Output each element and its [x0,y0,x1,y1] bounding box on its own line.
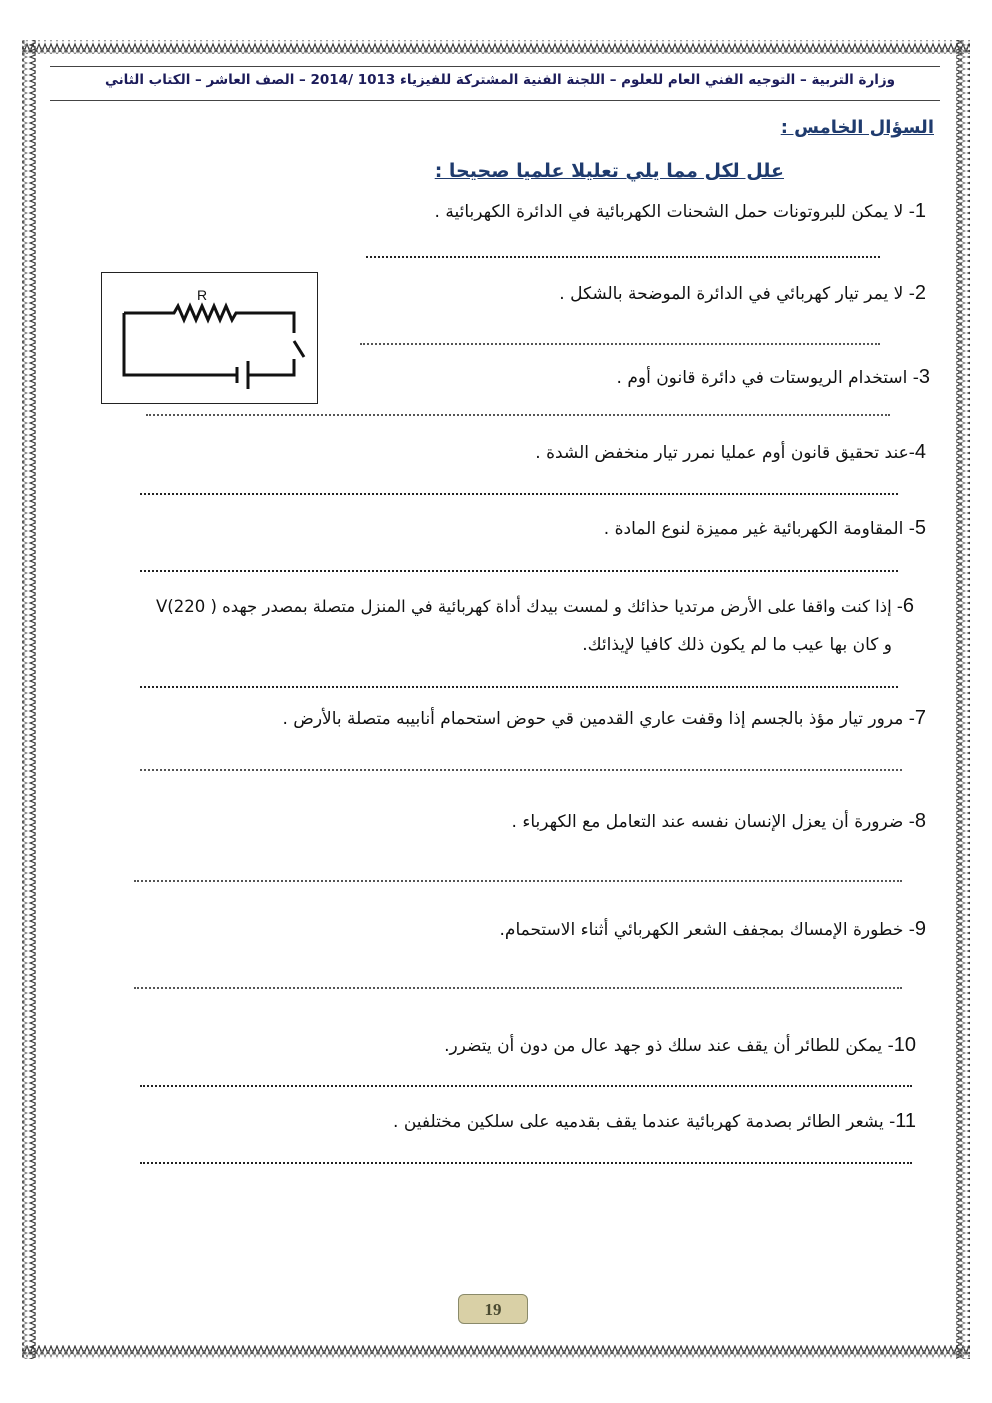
resistor-symbol [124,306,294,333]
section-title: السؤال الخامس : [780,117,934,138]
resistor-label: R [197,287,208,303]
answer-line-8[interactable] [134,880,902,882]
question-text: - إذا كنت واقفا على الأرض مرتديا حذائك و لمست بيدك أداة كهربائية في المنزل متصلة بمصدر جهده V(220 ) [155,597,903,616]
question-number: 6 [902,595,914,617]
answer-line-1[interactable] [366,256,880,258]
question-text: - استخدام الريوستات في دائرة قانون أوم . [616,368,919,388]
question-text: - مرور تيار مؤذ بالجسم إذا وقفت عاري القدمين قي حوض استحمام أنابيبه متصلة بالأرض . [282,709,915,729]
question-number: 7 [914,707,926,729]
question-number: 4 [914,441,926,463]
question-number: 2 [914,282,926,304]
answer-line-10[interactable] [140,1085,912,1087]
question-9 [500,918,926,941]
question-4 [535,441,926,464]
answer-line-9[interactable] [134,987,902,989]
question-text: - المقاومة الكهربائية غير مميزة لنوع المادة . [603,519,915,539]
question-text: - يمكن للطائر أن يقف عند سلك ذو جهد عال من دون أن يتضرر. [444,1036,894,1056]
answer-line-4[interactable] [140,493,898,495]
question-text: - لا يمكن للبروتونات حمل الشحنات الكهربائية في الدائرة الكهربائية . [434,202,915,222]
circuit-figure [101,272,318,404]
answer-line-11[interactable] [140,1162,912,1164]
question-text: - يشعر الطائر بصدمة كهربائية عندما يقف بقدميه على سلكين مختلفين . [393,1112,896,1132]
answer-line-2[interactable] [360,343,880,345]
question-number: 10 [893,1034,916,1056]
question-number: 11 [895,1110,916,1132]
answer-line-5[interactable] [140,570,898,572]
question-text: - ضرورة أن يعزل الإنسان نفسه عند التعامل مع الكهرباء . [511,812,915,832]
question-11 [393,1110,916,1133]
question-6-continued: و كان بها عيب ما لم يكون ذلك كافيا لإيذائك. [582,635,892,655]
page-header: وزارة التربية – التوجيه الفني العام للعلوم – اللجنة الفنية المشتركة للفيزياء 1013 /2014 – الصف العاشر – الكتاب الثاني [104,72,896,88]
question-text: -عند تحقيق قانون أوم عمليا نمرر تيار منخفض الشدة . [535,443,915,463]
question-8 [512,810,926,833]
question-6 [156,595,914,618]
question-10 [444,1034,916,1057]
question-number: 1 [914,200,926,222]
open-switch-symbol [294,341,304,357]
question-text: - لا يمر تيار كهربائي في الدائرة الموضحة بالشكل . [559,284,915,304]
answer-line-7[interactable] [140,769,902,771]
question-5 [604,517,926,540]
question-number: 9 [914,918,926,940]
header-bottom-rule [50,100,940,101]
header-top-rule [50,66,940,67]
question-3 [617,366,930,389]
section-subtitle: علل لكل مما يلي تعليلا علميا صحيحا : [434,160,784,182]
answer-line-6[interactable] [140,686,898,688]
question-number: 3 [918,366,930,388]
question-number: 8 [914,810,926,832]
open-circuit-diagram [102,273,316,402]
question-text: - خطورة الإمساك بمجفف الشعر الكهربائي أثناء الاستحمام. [499,920,915,940]
answer-line-3[interactable] [146,414,890,416]
question-7 [282,707,926,730]
question-1 [435,200,926,223]
page-number: 19 [458,1294,528,1324]
question-2 [559,282,926,305]
question-number: 5 [914,517,926,539]
